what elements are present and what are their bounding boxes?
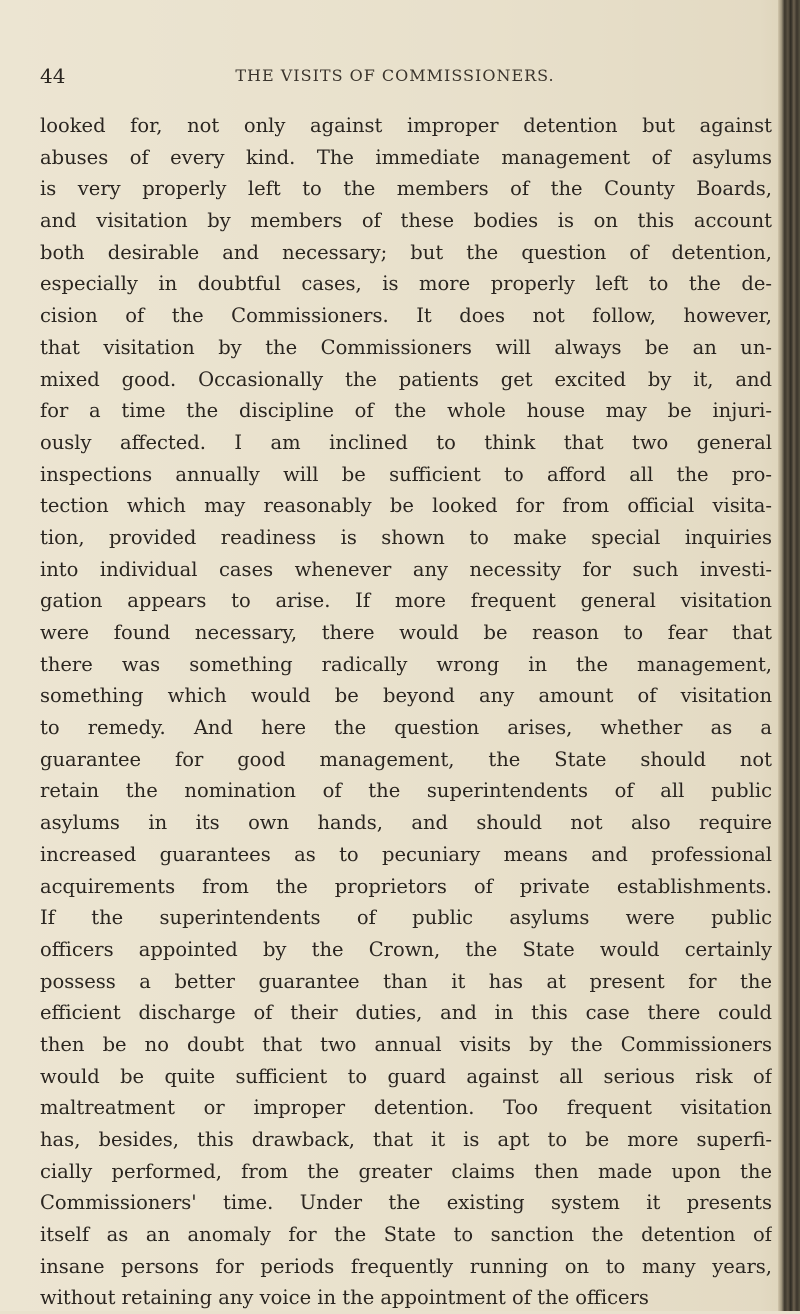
text-line: cision of the Commissioners. It does not follow, however, bbox=[40, 304, 772, 328]
text-line: If the superintendents of public asylums were public bbox=[40, 906, 772, 930]
text-line: guarantee for good management, the State should not bbox=[40, 747, 772, 771]
text-line: acquirements from the proprietors of private establishments. bbox=[40, 874, 772, 898]
text-line: there was something radically wrong in the management, bbox=[40, 652, 772, 676]
text-line: especially in doubtful cases, is more properly left to the de- bbox=[40, 272, 772, 296]
text-line: into individual cases whenever any necessity for such investi- bbox=[40, 557, 772, 581]
text-line: possess a better guarantee than it has at present for the bbox=[40, 969, 772, 993]
text-line: looked for, not only against improper detention but against bbox=[40, 114, 772, 137]
text-line: gation appears to arise. If more frequent general visitation bbox=[40, 589, 772, 613]
text-line: mixed good. Occasionally the patients get excited by it, and bbox=[40, 367, 772, 391]
text-line: itself as an anomaly for the State to sanction the detention of bbox=[40, 1223, 772, 1247]
page-number: 44 bbox=[40, 64, 66, 88]
text-line: officers appointed by the Crown, the State would certainly bbox=[40, 937, 772, 961]
text-line: to remedy. And here the question arises, whether as a bbox=[40, 716, 772, 740]
text-line: were found necessary, there would be reason to fear that bbox=[40, 621, 772, 644]
text-line: abuses of every kind. The immediate management of asylums bbox=[40, 145, 772, 169]
text-line: inspections annually will be sufficient to afford all the pro- bbox=[40, 462, 772, 486]
body-text bbox=[40, 110, 772, 1314]
text-line: Commissioners' time. Under the existing system it presents bbox=[40, 1191, 772, 1215]
text-line: would be quite sufficient to guard against all serious risk of bbox=[40, 1064, 772, 1088]
page-header bbox=[40, 63, 760, 89]
text-line: has, besides, this drawback, that it is apt to be more superfi- bbox=[40, 1128, 772, 1151]
text-line: maltreatment or improper detention. Too frequent visitation bbox=[40, 1096, 772, 1120]
text-line: retain the nomination of the superintendents of all public bbox=[40, 779, 772, 803]
text-line: without retaining any voice in the appointment of the officers bbox=[40, 1286, 649, 1310]
text-line: tection which may reasonably be looked for from official visita- bbox=[40, 494, 772, 518]
text-line: is very properly left to the members of the County Boards, bbox=[40, 177, 772, 201]
text-line: insane persons for periods frequently running on to many years, bbox=[40, 1254, 772, 1278]
text-line: tion, provided readiness is shown to make special inquiries bbox=[40, 525, 772, 549]
page-edge bbox=[778, 0, 800, 1311]
text-line: something which would be beyond any amount of visitation bbox=[40, 684, 772, 708]
text-line: then be no doubt that two annual visits by the Commissioners bbox=[40, 1032, 772, 1056]
text-line: that visitation by the Commissioners will always be an un- bbox=[40, 335, 772, 359]
text-line: efficient discharge of their duties, and in this case there could bbox=[40, 1001, 772, 1025]
text-line: increased guarantees as to pecuniary means and professional bbox=[40, 842, 772, 866]
text-line: both desirable and necessary; but the question of detention, bbox=[40, 240, 772, 264]
text-line: asylums in its own hands, and should not also require bbox=[40, 811, 772, 835]
running-head: THE VISITS OF COMMISSIONERS. bbox=[235, 66, 555, 85]
text-line: ously affected. I am inclined to think that two general bbox=[40, 430, 772, 454]
text-line: and visitation by members of these bodies is on this account bbox=[40, 209, 772, 233]
text-line: cially performed, from the greater claims then made upon the bbox=[40, 1159, 772, 1183]
text-line: for a time the discipline of the whole house may be injuri- bbox=[40, 399, 772, 423]
